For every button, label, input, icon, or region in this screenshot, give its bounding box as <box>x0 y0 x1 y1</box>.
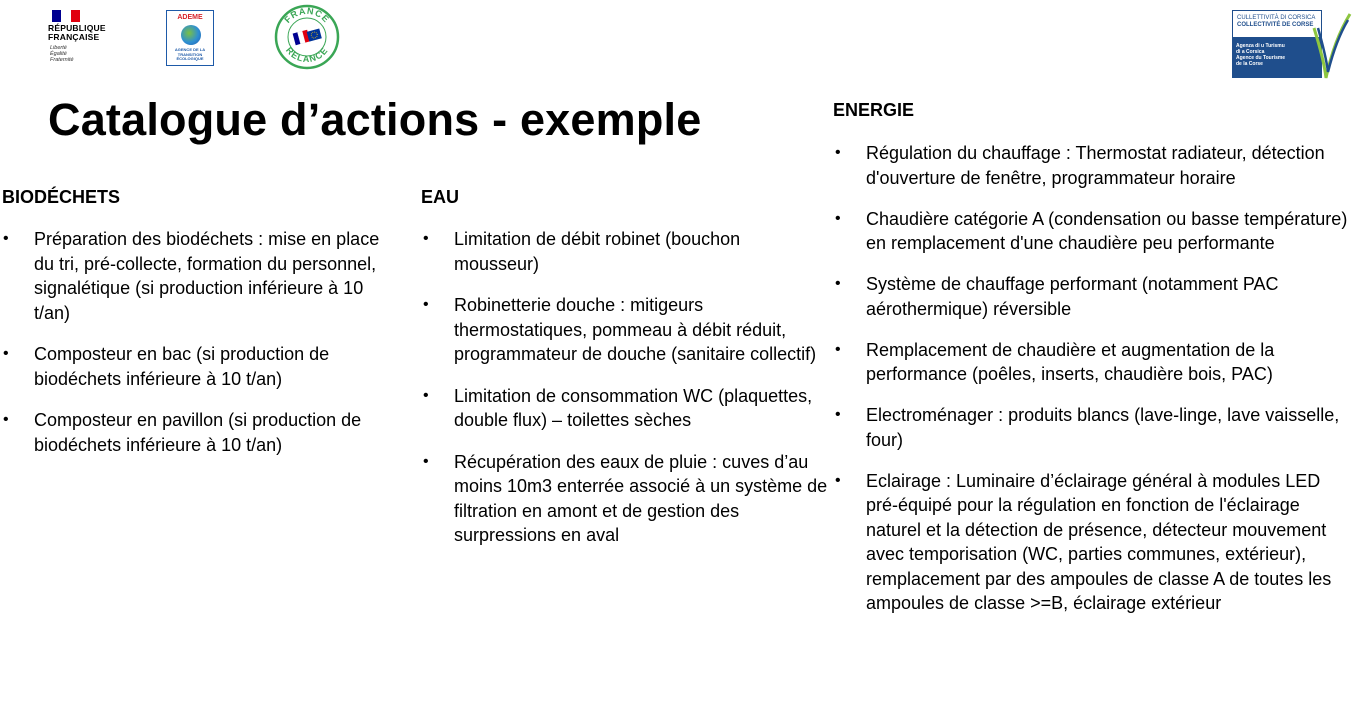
biodechets-heading: BIODÉCHETS <box>2 187 121 207</box>
list-item: • Régulation du chauffage : Thermostat radiateur, détection d'ouverture de fenêtre, programmateur horaire <box>835 143 1325 188</box>
bullet-icon: • <box>423 296 429 313</box>
corse-logo-agency-text: Agenza di u Turismu di a Corsica Agence du Tourisme de la Corse <box>1236 43 1286 67</box>
rf-logo-text: RÉPUBLIQUE FRANÇAISE <box>48 23 106 42</box>
bullet-icon: • <box>423 386 429 404</box>
ademe-logo-subtitle: AGENCE DE LA TRANSITION ÉCOLOGIQUE <box>174 47 206 61</box>
bullet-icon: • <box>835 471 841 489</box>
corse-logo-header <box>1232 10 1322 38</box>
bullet-icon: • <box>3 345 9 362</box>
energie-heading: ENERGIE <box>833 100 915 120</box>
ademe-logo-title: ADEME <box>177 14 203 21</box>
list-item: • Eclairage : Luminaire d’éclairage général à modules LED pré-équipé pour la régulation en fonction de l'éclairage naturel et la détection de présence, détecteur mouvement avec temporisation (WC, parties communes, extérieur), remplacement par des ampoules de classe A de toutes les ampoules de classe >=B, éclairage extérieur <box>835 470 1332 613</box>
collectivite-de-corse-logo <box>1232 10 1354 80</box>
rf-logo-motto: Liberté Égalité Fraternité <box>50 45 74 63</box>
bullet-icon: • <box>835 275 841 292</box>
page-title: Catalogue d’actions - exemple <box>48 94 702 145</box>
list-item: • Remplacement de chaudière et augmentation de la performance (poêles, inserts, chaudière bois, PAC) <box>835 339 1275 384</box>
list-item: • Limitation de débit robinet (bouchon mousseur) <box>423 229 741 274</box>
france-relance-logo <box>274 4 340 70</box>
relance-bottom-text: RELANCE <box>283 45 331 65</box>
list-item: • Chaudière catégorie A (condensation ou basse température) en remplacement d'une chaudière peu performante <box>835 208 1348 253</box>
energie-list <box>832 141 1355 632</box>
list-item: • Electroménager : produits blancs (lave-linge, lave vaisselle, four) <box>835 405 1340 450</box>
bullet-icon: • <box>3 411 9 428</box>
list-item: • Récupération des eaux de pluie : cuves d’au moins 10m3 enterrée associé à un système de filtration en amont et de gestion des surpressions en aval <box>423 451 828 545</box>
list-item: • Robinetterie douche : mitigeurs thermostatiques, pommeau à débit réduit, programmateur de douche (sanitaire collectif) <box>423 295 817 364</box>
bullet-icon: • <box>423 452 429 470</box>
list-item: • Préparation des biodéchets : mise en place du tri, pré-collecte, formation du personnel, signalétique (si production inférieure à 10 t/an) <box>3 229 380 323</box>
list-item: • Composteur en pavillon (si production de biodéchets inférieure à 10 t/an) <box>3 410 362 455</box>
eau-list <box>420 227 830 565</box>
logo-bar <box>0 0 1355 85</box>
list-item: • Système de chauffage performant (notamment PAC aérothermique) réversible <box>835 274 1279 319</box>
bullet-icon: • <box>835 209 841 227</box>
globe-icon <box>181 25 201 45</box>
relance-top-text: FRANCE <box>282 5 332 25</box>
corse-logo-header-text: CULLETTIVITÀ DI CORSICA COLLECTIVITÉ DE CORSE <box>1237 15 1316 28</box>
ademe-logo <box>166 10 214 66</box>
bullet-icon: • <box>423 230 429 247</box>
republique-francaise-logo <box>46 10 126 70</box>
bullet-icon: • <box>835 144 841 161</box>
list-item: • Limitation de consommation WC (plaquettes, double flux) – toilettes sèches <box>423 385 813 430</box>
bullet-icon: • <box>835 340 841 358</box>
eau-heading: EAU <box>421 187 460 207</box>
biodechets-list <box>0 227 400 474</box>
corse-swoosh-icon <box>1312 10 1352 80</box>
list-item: • Composteur en bac (si production de biodéchets inférieure à 10 t/an) <box>3 344 330 389</box>
bullet-icon: • <box>3 230 9 247</box>
bullet-icon: • <box>835 406 841 423</box>
french-flag-icon <box>52 10 80 22</box>
